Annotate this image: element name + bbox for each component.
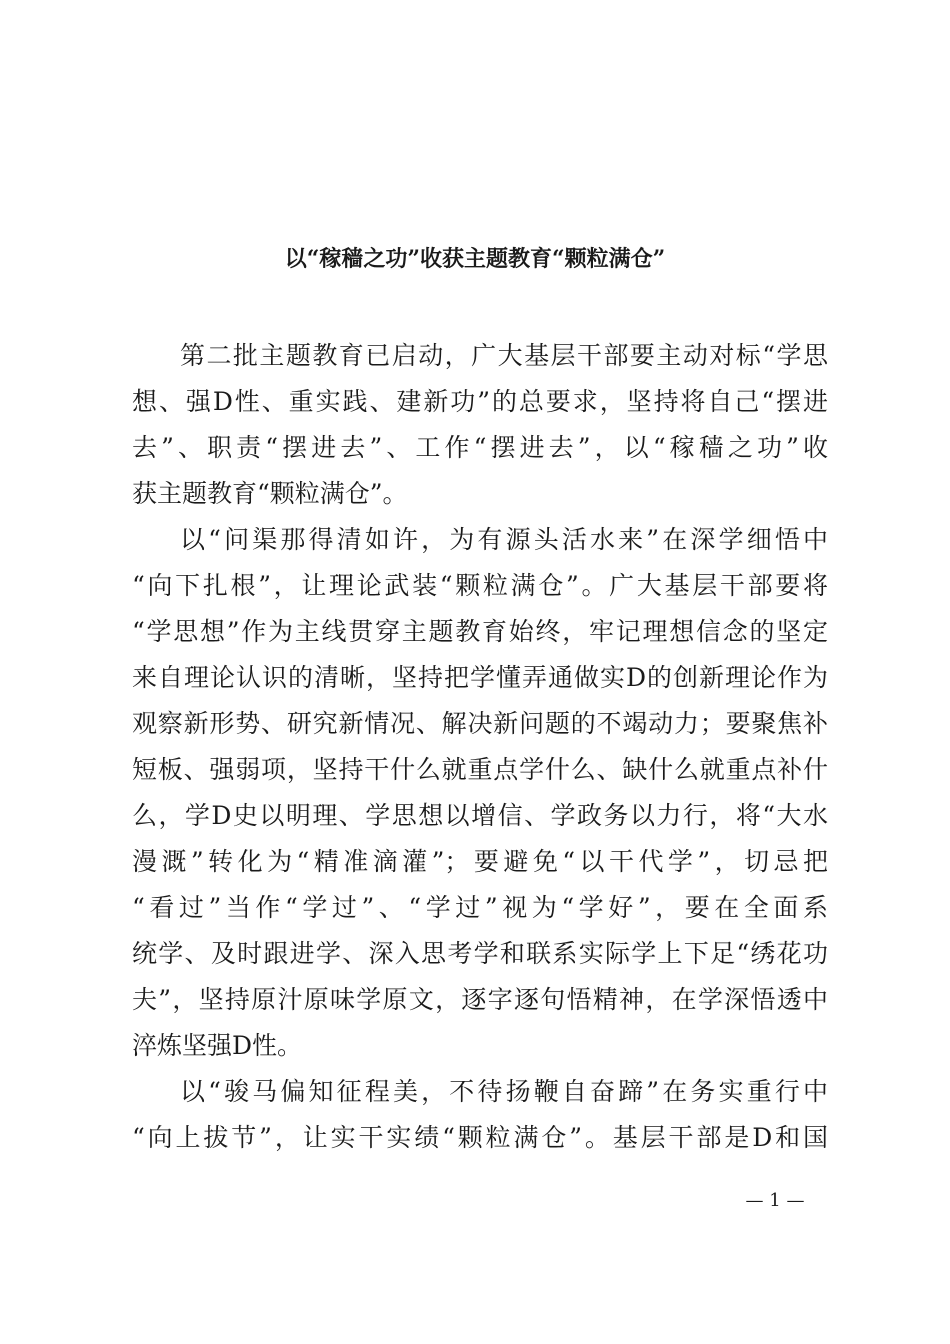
- paragraph-line: 观察新形势、研究新情况、解决新问题的不竭动力；要聚焦补: [132, 709, 828, 738]
- paragraph-line: 以“问渠那得清如许，为有源头活水来”在深学细悟中: [180, 525, 828, 554]
- paragraph-line: 漫溉”转化为“精准滴灌”；要避免“以干代学”，切忌把: [132, 847, 828, 876]
- paragraph-line: 去”、职责“摆进去”、工作“摆进去”，以“稼穑之功”收: [132, 433, 828, 462]
- document-body: [132, 333, 828, 1161]
- paragraph-line: 么，学D史以明理、学思想以增信、学政务以力行，将“大水: [132, 801, 828, 830]
- document-title: 以“稼穑之功”收获主题教育“颗粒满仓”: [284, 246, 666, 272]
- paragraph-line: 统学、及时跟进学、深入思考学和联系实际学上下足“绣花功: [132, 939, 828, 968]
- paragraph-line: “学思想”作为主线贯穿主题教育始终，牢记理想信念的坚定: [132, 617, 828, 646]
- paragraph-line: 以“骏马偏知征程美，不待扬鞭自奋蹄”在务实重行中: [180, 1077, 828, 1106]
- page-number: — 1 —: [745, 1190, 805, 1211]
- paragraph-line: 获主题教育“颗粒满仓”。: [132, 479, 408, 508]
- paragraph-line: 想、强D性、重实践、建新功”的总要求，坚持将自己“摆进: [132, 387, 828, 416]
- paragraph-line: “向下扎根”，让理论武装“颗粒满仓”。广大基层干部要将: [132, 571, 828, 600]
- paragraph-line: 来自理论认识的清晰，坚持把学懂弄通做实D的创新理论作为: [132, 663, 828, 692]
- paragraph-line: “看过”当作“学过”、“学过”视为“学好”，要在全面系: [132, 893, 828, 922]
- paragraph-line: 短板、强弱项，坚持干什么就重点学什么、缺什么就重点补什: [132, 755, 828, 784]
- paragraph-line: 第二批主题教育已启动，广大基层干部要主动对标“学思: [180, 341, 828, 370]
- paragraph-line: 夫”，坚持原汁原味学原文，逐字逐句悟精神，在学深悟透中: [132, 985, 828, 1014]
- paragraph-line: “向上拔节”，让实干实绩“颗粒满仓”。基层干部是D和国: [132, 1123, 828, 1152]
- paragraph-line: 淬炼坚强D性。: [132, 1031, 303, 1060]
